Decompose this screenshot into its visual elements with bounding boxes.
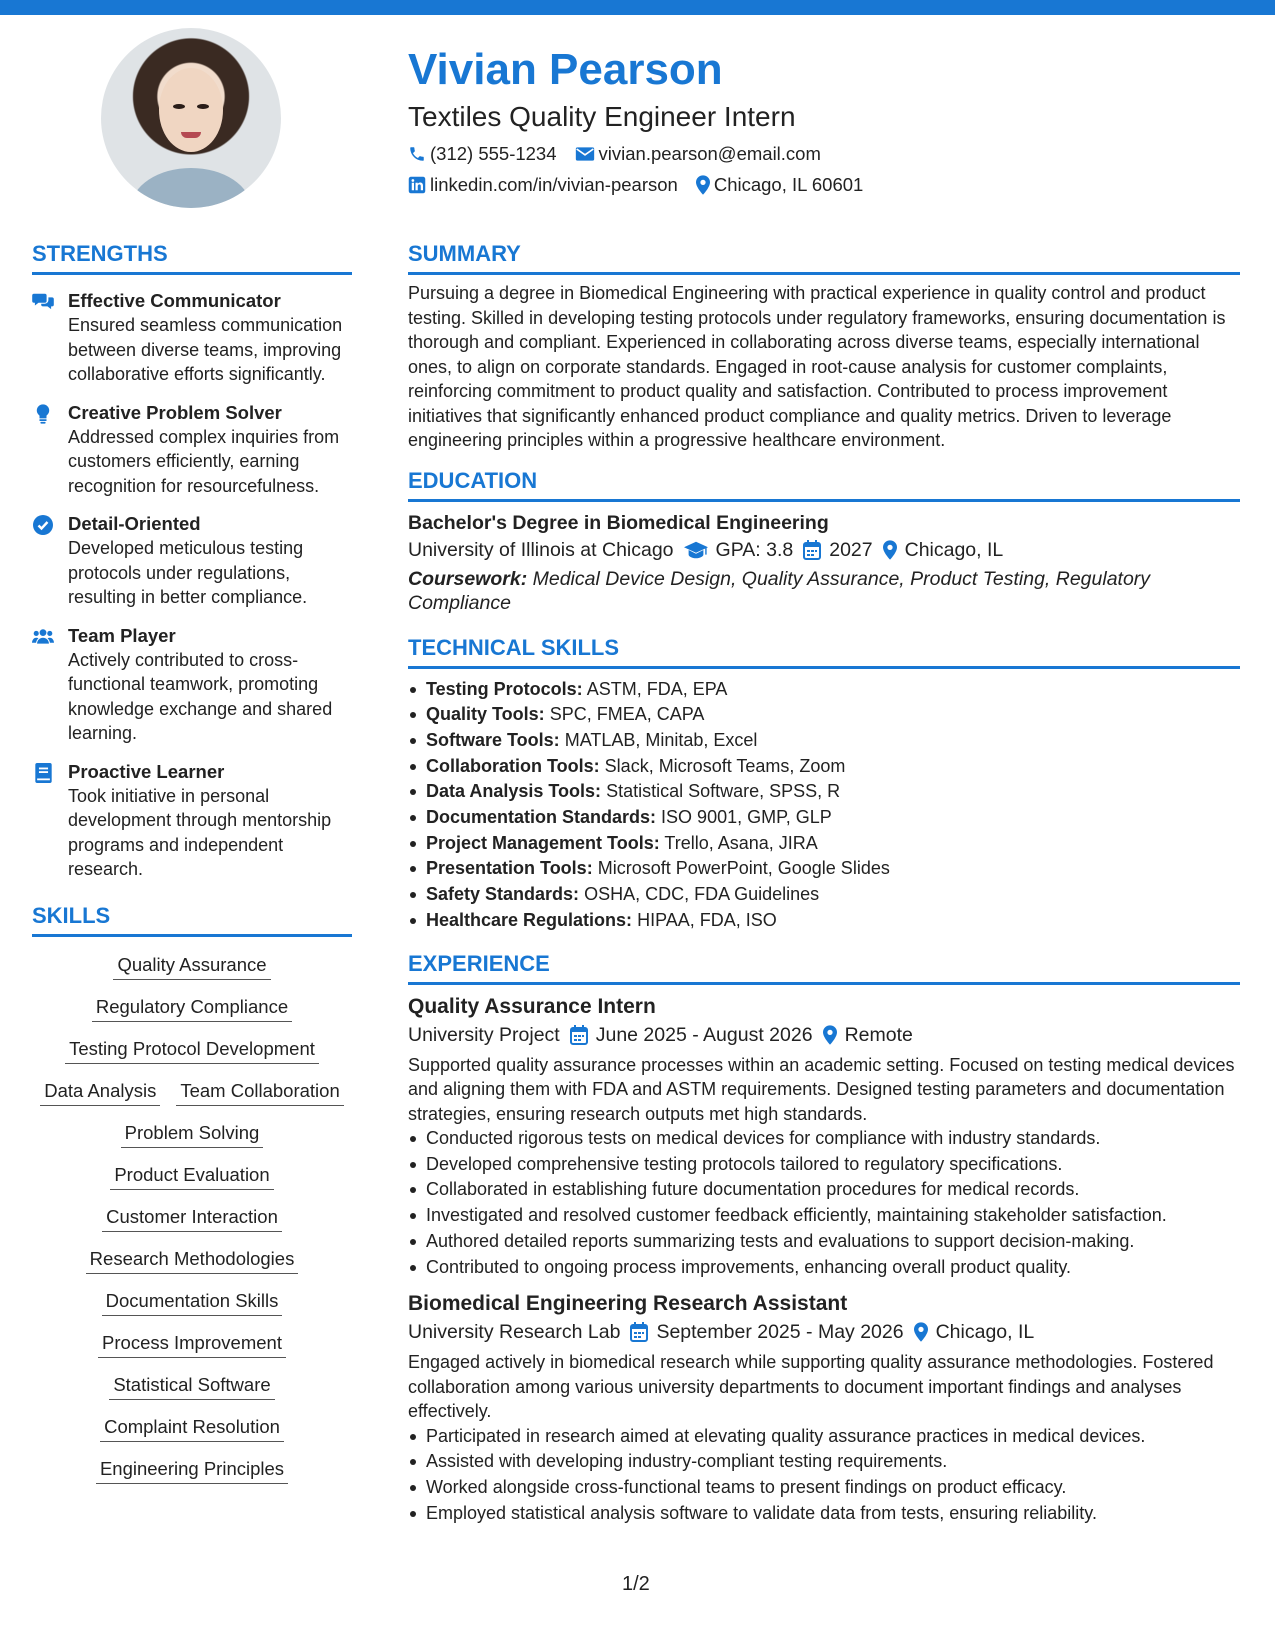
strength-item bbox=[32, 624, 352, 746]
skill-values: Statistical Software, SPSS, R bbox=[606, 781, 841, 802]
profile-photo bbox=[101, 28, 281, 208]
job-bullets bbox=[408, 1424, 1240, 1527]
skill-tag: Process Improvement bbox=[98, 1331, 286, 1358]
skills-list bbox=[32, 953, 352, 1484]
skill-category: Safety Standards: bbox=[426, 884, 580, 905]
skill-category: Healthcare Regulations: bbox=[426, 909, 633, 930]
phone-icon bbox=[408, 145, 426, 163]
list-item bbox=[408, 728, 1240, 754]
list-item: Conducted rigorous tests on medical devices for compliance with industry standards. bbox=[408, 1126, 1240, 1152]
experience-section bbox=[408, 950, 1240, 1527]
education-location: Chicago, IL bbox=[904, 538, 1004, 561]
job-dates: September 2025 - May 2026 bbox=[656, 1321, 904, 1344]
chat-icon bbox=[32, 289, 54, 387]
job-location: Chicago, IL bbox=[935, 1321, 1035, 1344]
skill-tag: Research Methodologies bbox=[86, 1247, 299, 1274]
team-icon bbox=[32, 624, 54, 746]
skill-category: Presentation Tools: bbox=[426, 858, 593, 879]
skill-values: Microsoft PowerPoint, Google Slides bbox=[597, 858, 890, 879]
skill-values: HIPAA, FDA, ISO bbox=[637, 909, 777, 930]
contact-row bbox=[408, 142, 1238, 166]
skill-category: Software Tools: bbox=[426, 729, 560, 750]
strength-title: Proactive Learner bbox=[68, 760, 225, 782]
envelope-icon bbox=[575, 146, 595, 162]
phone-text: (312) 555-1234 bbox=[430, 143, 557, 164]
skill-category: Project Management Tools: bbox=[426, 832, 660, 853]
candidate-name: Vivian Pearson bbox=[408, 45, 723, 94]
job-title: Quality Assurance Intern bbox=[408, 994, 656, 1018]
page-number: 1/2 bbox=[622, 1573, 650, 1595]
linkedin-text: linkedin.com/in/vivian-pearson bbox=[430, 174, 678, 195]
skill-tag: Customer Interaction bbox=[102, 1205, 282, 1232]
map-pin-icon bbox=[823, 1025, 837, 1045]
skills-heading: SKILLS bbox=[32, 902, 352, 937]
skill-tag: Team Collaboration bbox=[176, 1079, 343, 1106]
job-org: University Project bbox=[408, 1023, 560, 1046]
list-item: Worked alongside cross-functional teams to present findings on product efficacy. bbox=[408, 1475, 1240, 1501]
job-org: University Research Lab bbox=[408, 1321, 621, 1344]
skill-tag: Testing Protocol Development bbox=[65, 1037, 319, 1064]
graduation-year: 2027 bbox=[829, 538, 873, 561]
strengths-heading: STRENGTHS bbox=[32, 240, 352, 275]
list-item: Collaborated in establishing future documentation procedures for medical records. bbox=[408, 1177, 1240, 1203]
summary-text: Pursuing a degree in Biomedical Engineering with practical experience in quality control and product testing. Skilled in developing testing protocols under regulatory frameworks, ensuring documentation is thorough and compliant. Experienced in collaborating across diverse teams, especially international ones, to align on corporate standards. Engaged in root-cause analysis for customer complaints, reinforcing commitment to product quality and satisfaction. Contributed to process improvement initiatives that significantly enhanced product compliance and quality metrics. Driven to leverage engineering principles within a progressive healthcare environment. bbox=[408, 283, 1226, 450]
top-accent-bar bbox=[0, 0, 1275, 15]
job-dates: June 2025 - August 2026 bbox=[595, 1023, 813, 1046]
skill-category: Data Analysis Tools: bbox=[426, 781, 602, 802]
technical-skills-list bbox=[408, 677, 1240, 934]
strength-item bbox=[32, 512, 352, 610]
check-circle-icon bbox=[32, 512, 54, 610]
list-item: Contributed to ongoing process improvements, enhancing overall product quality. bbox=[408, 1255, 1240, 1281]
skill-tag: Data Analysis bbox=[40, 1079, 160, 1106]
strength-item bbox=[32, 760, 352, 882]
graduation-cap-icon bbox=[684, 541, 708, 559]
technical-skills-section bbox=[408, 634, 1240, 934]
candidate-title: Textiles Quality Engineer Intern bbox=[408, 101, 796, 132]
linkedin-icon bbox=[408, 176, 426, 194]
list-item: Authored detailed reports summarizing tests and evaluations to support decision-making. bbox=[408, 1229, 1240, 1255]
strength-title: Creative Problem Solver bbox=[68, 401, 282, 423]
photo-shoulders bbox=[131, 168, 251, 208]
list-item bbox=[408, 882, 1240, 908]
strength-title: Team Player bbox=[68, 624, 176, 646]
summary-heading: SUMMARY bbox=[408, 240, 1240, 275]
job-title: Biomedical Engineering Research Assistant bbox=[408, 1292, 848, 1316]
strength-desc: Ensured seamless communication between diverse teams, improving collaborative efforts significantly. bbox=[68, 315, 343, 384]
education-heading: EDUCATION bbox=[408, 467, 1240, 502]
photo-mouth bbox=[181, 132, 201, 138]
strength-title: Detail-Oriented bbox=[68, 513, 201, 534]
phone-contact[interactable] bbox=[408, 142, 557, 166]
coursework-list: Medical Device Design, Quality Assurance, Product Testing, Regulatory Compliance bbox=[408, 567, 1151, 614]
skill-category: Testing Protocols: bbox=[426, 678, 583, 699]
experience-heading: EXPERIENCE bbox=[408, 950, 1240, 985]
strength-desc: Developed meticulous testing protocols under regulations, resulting in better compliance. bbox=[68, 538, 308, 607]
skill-category: Quality Tools: bbox=[426, 704, 545, 725]
strength-item bbox=[32, 289, 352, 387]
job-entry bbox=[408, 1290, 1240, 1526]
strength-desc: Took initiative in personal development through mentorship programs and independent research. bbox=[68, 785, 332, 879]
list-item bbox=[408, 702, 1240, 728]
left-column bbox=[32, 240, 352, 1484]
resume-header bbox=[408, 42, 1238, 197]
linkedin-contact[interactable] bbox=[408, 173, 678, 197]
skill-values: Trello, Asana, JIRA bbox=[664, 832, 818, 853]
location-contact bbox=[696, 173, 863, 197]
map-pin-icon bbox=[914, 1322, 928, 1342]
lightbulb-icon bbox=[32, 401, 54, 499]
skill-tag: Engineering Principles bbox=[96, 1457, 288, 1484]
skill-tag: Quality Assurance bbox=[113, 953, 270, 980]
skill-tag: Complaint Resolution bbox=[100, 1415, 284, 1442]
job-meta bbox=[408, 1021, 1240, 1049]
calendar-icon bbox=[803, 540, 821, 560]
skill-category: Documentation Standards: bbox=[426, 807, 657, 828]
list-item: Developed comprehensive testing protocols tailored to regulatory specifications. bbox=[408, 1152, 1240, 1178]
skill-tag: Product Evaluation bbox=[110, 1163, 273, 1190]
technical-skills-heading: TECHNICAL SKILLS bbox=[408, 634, 1240, 669]
location-text: Chicago, IL 60601 bbox=[713, 174, 864, 195]
email-contact[interactable] bbox=[575, 142, 821, 166]
list-item bbox=[408, 831, 1240, 857]
skill-values: MATLAB, Minitab, Excel bbox=[564, 729, 758, 750]
contact-row-2 bbox=[408, 173, 1238, 197]
strength-desc: Addressed complex inquiries from customers efficiently, earning recognition for resourcefulness. bbox=[68, 426, 340, 496]
strength-title: Effective Communicator bbox=[68, 290, 281, 311]
strength-desc: Actively contributed to cross-functional teamwork, promoting knowledge exchange and shared learning. bbox=[68, 649, 333, 743]
skill-values: SPC, FMEA, CAPA bbox=[549, 704, 705, 725]
list-item bbox=[408, 908, 1240, 934]
coursework bbox=[408, 567, 1240, 616]
job-entry bbox=[408, 993, 1240, 1281]
list-item: Employed statistical analysis software to validate data from tests, ensuring reliability. bbox=[408, 1501, 1240, 1527]
gpa-text: GPA: 3.8 bbox=[715, 538, 794, 561]
job-meta bbox=[408, 1318, 1240, 1346]
list-item: Investigated and resolved customer feedback efficiently, maintaining stakeholder satisfaction. bbox=[408, 1203, 1240, 1229]
list-item bbox=[408, 754, 1240, 780]
skill-values: ISO 9001, GMP, GLP bbox=[661, 807, 832, 828]
list-item bbox=[408, 677, 1240, 703]
photo-eye bbox=[173, 104, 185, 109]
skill-tag: Documentation Skills bbox=[102, 1289, 283, 1316]
map-pin-icon bbox=[883, 540, 897, 560]
list-item bbox=[408, 779, 1240, 805]
skill-values: OSHA, CDC, FDA Guidelines bbox=[584, 884, 820, 905]
job-bullets bbox=[408, 1126, 1240, 1280]
job-location: Remote bbox=[844, 1023, 913, 1046]
job-description: Engaged actively in biomedical research while supporting quality assurance methodologies. Fostered collaboration among various university departments to document important findings and analyses effectively. bbox=[408, 1352, 1214, 1422]
list-item: Participated in research aimed at elevating quality assurance practices in medical devices. bbox=[408, 1424, 1240, 1450]
coursework-label: Coursework: bbox=[408, 567, 528, 590]
photo-eye bbox=[197, 104, 209, 109]
map-pin-icon bbox=[696, 175, 710, 195]
skill-category: Collaboration Tools: bbox=[426, 755, 600, 776]
book-icon bbox=[32, 760, 54, 882]
school-name: University of Illinois at Chicago bbox=[408, 538, 674, 561]
calendar-icon bbox=[630, 1322, 648, 1342]
list-item bbox=[408, 805, 1240, 831]
skill-values: Slack, Microsoft Teams, Zoom bbox=[604, 755, 846, 776]
education-section bbox=[408, 467, 1240, 616]
job-description: Supported quality assurance processes within an academic setting. Focused on testing medical devices and aligning them with FDA and ASTM requirements. Designed testing parameters and documentation strategies, ensuring research outputs met high standards. bbox=[408, 1054, 1235, 1124]
skill-values: ASTM, FDA, EPA bbox=[586, 678, 728, 699]
calendar-icon bbox=[570, 1025, 588, 1045]
photo-face bbox=[159, 68, 223, 152]
education-meta bbox=[408, 536, 1240, 564]
strength-item bbox=[32, 401, 352, 499]
degree-title: Bachelor's Degree in Biomedical Engineering bbox=[408, 511, 829, 534]
skill-tag: Problem Solving bbox=[121, 1121, 264, 1148]
skill-tag: Regulatory Compliance bbox=[92, 995, 292, 1022]
list-item bbox=[408, 856, 1240, 882]
email-text: vivian.pearson@email.com bbox=[598, 143, 821, 164]
right-column bbox=[408, 240, 1240, 1527]
list-item: Assisted with developing industry-compliant testing requirements. bbox=[408, 1449, 1240, 1475]
skill-tag: Statistical Software bbox=[109, 1373, 274, 1400]
